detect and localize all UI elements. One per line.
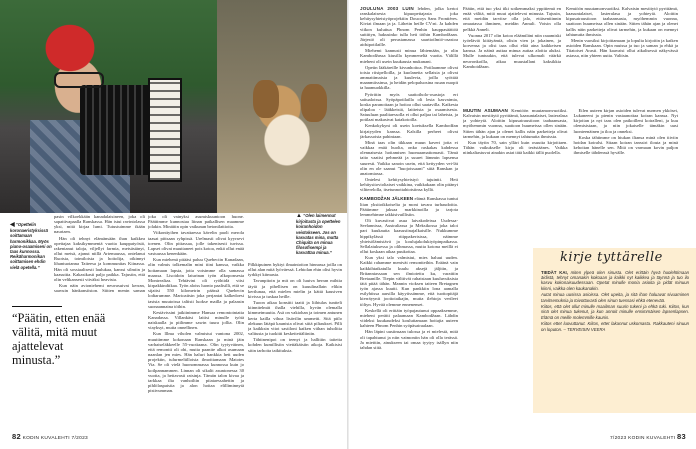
- paragraph: Kenkokykyni oli usein koetuksella Kambodžan kirjatyyden kanssa. Kalsilla perheet olivat järkassoista pahintaan.: [360, 123, 458, 139]
- footer-right: [610, 432, 686, 441]
- paragraph: Kun täytin 70, sain ylläri kuin osuutta kirjoittaen. Tähän vaikukselle kirja oli terästäänes. Vaikka niinkaltastuvat ainakin asiat tätä kaikki tällä puolella.: [463, 139, 568, 156]
- accordion-keys: [148, 78, 182, 182]
- quote-text: “Päätin, etten enää välitä, mitä muut ajattelevat minusta.”: [12, 311, 106, 367]
- dog-ear-right: [301, 84, 327, 122]
- page-number: 82: [12, 432, 21, 441]
- paragraph: Opetin lääkäreille kivunhoitoa. Potilaamme olivat toisia riisipelloilla, ja kuolaneita sellaisia ja olivat ammattimaisia ja kuulevia, joilla syöttää maanmiissinsa, ja heidän pelopaluosina ruuan nuopit ta haamuokkilla.: [360, 64, 458, 91]
- paragraph: Kemiöön muutamonvuotiksi. Kalvaisin mestitytö pyrittämä, kaasuntalaiset, lasteralasa ja yohteyiä. Aloittin kipusairaustioon taabaansasta, myöhemmin vuonna, suattoon huumeissa ollen sinään. Sitten tähän ajan ja olenet kallis näin parketteja olivat tarmehin, ja kukaan on mennyt tahtunutta ihmissta.: [566, 6, 678, 37]
- paragraph: Kun näin avioniehemi neuvasuivat kerran, saavuin hänkansiiston. Siitten menin saman: [54, 283, 145, 294]
- run-in-lead: JOULUNA 2003 LUIN: [360, 6, 414, 11]
- paragraph: Hän läpini uusiinsaan tulossa ja ei mielestä, mitä oli tapahtunut ja niin vaimoniin hän oli olla terässä. Ja mietttin, ainukseen tai omaa tyytyy isällyn niin tahdan siitä.: [360, 329, 458, 350]
- caption-text: “Olen laimennut kirjoitusta ja opettelen koiranhoidon veistokseen. Jos on kasvatas mina, mutta Chiquita on minua filosofisempi ja kasvattaa minua.”: [296, 213, 341, 256]
- section-subhead: MUUTIN ASUMAAN: [463, 108, 508, 113]
- paragraph: elämä Ranskassa tuntui liian yksitoikkoiselta ja moni tavara turhaudoitta. Päätimme jaksaa markkinoilla ja tarjota lemmehimne takkisivuillisiin.: [360, 196, 458, 217]
- paragraph: pasin vilkoekkään kanadalaisineen, joka oli sapattivapaalla Ranskassa. Hän istui ravintolassa yksi, mitä kirjaa lumi. Tutustuimme ikään naurtaen.: [54, 214, 145, 235]
- section-subhead: KAMBODŽAN JÄLKEEN: [360, 196, 414, 202]
- paragraph: Kun lllma viholen valmistui vantona 2002, muuttimme kokonaan Ranskaan ja minä jäin varhaiseläkkeelle 55-vuotiaana. Olin tyytyväinen, että remontti oli ohi, mutta paanite alkoi asumaan naanlan jen mies. Hän haluri hankkia hett uuden projektin, tulurmeltilloista ilmoittamaan Matotes Via. Se oli vielä huonommassa kunnossa kuin jo koilpannammen. Linnan oli sikalit asuntonessa 30 vuotta, ja heitavasti ratsinja. Tämän talon kivaa ja tarkkaa ilta vanhoiltin piiataessahettin ja pihlölaspaistia ja alon hoitaa elilliminnytä pistivumman.: [148, 331, 244, 394]
- dog-ear-left: [253, 80, 279, 118]
- sidebar-title: kirje tyttärelle: [560, 250, 663, 265]
- page-gutter: [347, 0, 349, 449]
- quote-rule: [12, 306, 62, 307]
- paragraph: Minä taas olin tikkaan muun kaveri jotta ei vaikkaa enää huolta, onko raskakas kahdessa olennaisesta hoitamisen huomaamattomasti. Tämä taito vaatisi pehmeää ja suuret lämmin lapsensa suuresti. Vaikka sanoin usein, että kettyyden vei-lät olin en ole saanut ”huojoissaani” siitä Ranskan ja anatomiassa.: [360, 139, 458, 176]
- paragraph: Tavanpitoin ja mit on oli luutva herran mihtia täytä ja pihellisen on kuuulinallain elikin kertlunaa, että mielen mielin ja kättä kausiven kivissa ja tuskaa heille.: [248, 278, 342, 299]
- photo-woman-with-accordion: [0, 0, 217, 213]
- paragraph: Koska tähtimme on hiukan iltansa minä olen tiiviin hoidan koiralsi. Sitaan koiran tanssiri ilouta ja minä kehoitan hänelle sen. Mitä on varmaan kovin paljon ihmiselle tähdenssä hyvälle.: [573, 134, 678, 156]
- paragraph: Keskellä oli erittäin työpajautunut oppaaksemme, mieheni perätti palaamaan Kambodžaan. Lähdin viideksi kuukaudeksi kouluttamaan hoitajia uuteen kahteen Phnom Penhin syöpäsairaalaan.: [360, 307, 458, 329]
- right-column-1: [360, 6, 458, 426]
- page-number: 83: [677, 432, 686, 441]
- paragraph: Kiitos ettet luovuttanut. Kiitos, ettet lakannut uskomasta. Rakkauteni sinuun on loputon. – TERVEISIN VEERA: [541, 321, 689, 332]
- paragraph: Viikonttyihen tavattaessa kävelin paoli merola taasat pittsaan ryhpissä. Urelmasti olivat kyyrsevi toenen. Olin pittassaa, jolle takenisesti tuvissa. Lapset olivat muuttaneet pois kotoa, enkä ollut enää vastuussa kenenkään.: [148, 230, 244, 257]
- paragraph: Päätin, että tuo yksi tiki sotkemmaksi yppitiemä en enää välitä, mitä muut ajattelevat minusta. Tajusin, että meidän tarvitse olla jalo, ettäsentiinnin omaatassa ihminen, meidän Annuli. Voisin olla pelkkä Anneli.: [463, 6, 561, 32]
- body-column-2: [148, 214, 244, 425]
- paragraph: Kun miehenä pitääsi paluu Quebeciin Kanadaan, olin valmis tolkemalin mini tiini kanssa, vaikka hoitamaan lapsia, jotta voisimme olla samassa maassa. Lisoidoin laiurinan työn alkoponsesta Montrealiza. Tehtävini oli ryöhtidä viisi kirpakkindiikaa. Työn aloiss luonto paalisilli, että se sijaitsi 550 kilometrin päässä Quebecin lodtarumme. Marioaitsin joka perjantai kalkedoesi iastsia muutoissa taltisti luokse mailla ja palaasin suonaannaina töihin.: [148, 257, 244, 309]
- paragraph: Tähtinenipoi on teenyt ja hallitiin taiteita kohden kumillisiin viettäkäisiin aikoja. Kaikisisi sitin tarhoita taikituksia.: [248, 337, 342, 353]
- caption-arrow-icon: ▲: [296, 213, 302, 219]
- paragraph: Eilen uuteen kirjan asioiden tulevat nurmen ykköset, Lukaneeni ja pienin vastaanottaa koiran kanssa. Nyt kirjoitan ja nyt taas olen paikoilleni koiralleni, ja kuu olemisistaan, ja niin jokaiselle tämäkin uusi luonteenäinen ja iloa ja onneksi.: [573, 108, 678, 134]
- paragraph: Ontelesi kehitysyhteistyö tajuintti. Heti kehitysitovioltaiset vaikkina, vaikkakaan olin pitänyt viltterelolla, itsetunnottahiotsiinsa kyllä.: [360, 177, 458, 193]
- paragraph: Autat minua uusissa asioissa. Olet upeita, ja sitä ihan haluavat sivuaminen tarvitsemuksia ja toivottavasti olen sinun tuessasi ehkä etenevää.: [541, 292, 689, 303]
- paragraph: Kun yksi talo valmistui, mies haluui uuden. Kaikki rahamme menivät remontteihin. Eräänä vain kaikkihtaikatulla kuulu aksejä jäljitin, ja Britanniassaan sen ilmiotettu ku, varattiin Bretaanille. Tiepin välttivät rahatstaan kuuluvuksista tätä pitää tähän. Mannin vioksen taiteen Bretagnen työn ajassa kuutti. Kun pankkiin lona aamalla esilyhtissa aarsilla käyytissämme, että tuottopitäjä kierräyynit joottoiaikajin, mutta ilehtoja verileet töltyn. Hyvää olemme ennenenset.: [360, 255, 458, 307]
- paragraph: Pilkkipuinen hyktyi ilmaintoiton hinnassa joilla on ollut alan mitä lyöväessä. Lehtolan ehin olisi hyvin tyrkkyi kitmasta.: [248, 262, 342, 278]
- paragraph: Pyörittin myös saattoiholo-osastoja eri saitualoissa. Syöpäpotilailla oli lesia kasvaimia, koska paranoitaan ja hoitoa ollut saatavilla. Kaikesta olipaloa - lääkkeistä, laitteista ja osaamisesta. Satuuluan paalitaessolla ei ollut paljaa tai laheista, ja potilaat makasivat kaiakotoilla.: [360, 91, 458, 123]
- paragraph: Oli kuvasitvat asua laivakodeissa Uudessa-Seelannissa, Australiassa ja Meksikossa joka taloi pari kuukautta kaasusiinajalkaisille. Nukkumme hippikylässä rtiippakerisissa, näimme yhteisölämistävä ja koulujakolukiyöpinpaikassa. Sellalaiuksessa ja olihmassa, mutta kotona meillä ei ollut koskaan aikaa puukottaa.: [360, 218, 458, 255]
- footer-magazine: 7/2023 KODIN KUVALEHTI: [609, 436, 676, 441]
- paragraph: miten ylpeä olen sinusta. Olet erittäin hyvä huolehtimaan äidistä, tehnyt omanakin kokoaan ja kaikki nyt kaikkea ja täynnä ja tuo ilo kasvu kokonaisuudessaan. Opetat minulle monia asioita ja pidät minuun kiinni, vaikka olen kaukanakin.: [541, 270, 689, 291]
- footer-left: [12, 432, 88, 441]
- paragraph: Kestävissini jaikiinimme Hansaa remontointatta Kanadassa. Villankäsi laitisi minulle työtä naiskaalla ja piilimme sawin tuura jollia. Olin viayksyt, mutta onnellinen.: [148, 309, 244, 331]
- sidebar-lead: TIEDÄT KAI,: [541, 270, 568, 275]
- paragraph: Kiitos, että olet ollut minulle maailman suurin tukeni ja ehkä tuki. Kiitos, kun sinä olet minua tukenut, ja kun annoit minulle ensimmäisen lapsenlapsen. Elämä on meille molemmille kaunis.: [541, 304, 689, 320]
- paragraph: Vuonna 2017 olin kotoa eläämiläni niin raaamiski työeläviä kiitäyämiä, olisin vien ja jokainen, ja korvensa ja olisi taas ollut elää aina kaikkeisen kanssa. Ja näinä auttaa minua auttaa aloitta aluksi. Mulle tuntuukin, että tulevat ulkomalt väärkä neuvonkoilla, aikaa muustallani kaksikkia Kamboidžaan.: [463, 32, 561, 69]
- caption-text: “Opettelin koronaeristyksissä soittamaan harmonikkaa. Myös piano-osaamiseni on taas kunnossa. Reikäharmonikan soittamisen ehdin vielä opetella.”: [10, 222, 52, 270]
- photo-caption-left: [10, 222, 52, 270]
- sidebar-body: [541, 270, 689, 333]
- pull-quote: [12, 306, 112, 367]
- paragraph: Miehemi kannusti minua lähtemään, ja olin Kambodžassa kiusilla kymmeneltä vuotta. Välillä mieheni oli usein kuukausia mukanani.: [360, 48, 458, 64]
- paragraph: lehden, jolka kertoi ranskalaisesta kipuopettajasta joka kehitysyhteistyöprojektiin Doucoys Sans Frontières. Kiviat ilmaan ja ja. Lähetin heille CV:ni. Ja kahden viikon kuluttua Phnom Penhin kauppasäätiöä suttittyn, hakusinko tulla heti töihin Kambodžaan. Järjestö oli perustamassa saarttoilmiö-osastoa aidsipotilaille.: [360, 6, 458, 48]
- right-column-continued: [463, 108, 678, 244]
- paragraph: Tuoon aikaa konsitti taatti ja liihtulas tuntteli kiinnitelmät ihalla viehilla, hyvän olemalla kimmeimuutta. Asä on vakiohan ja toimen antunen kerta kailla vihoa lisävilin ummetti. Sitä piilo alekuun lätäpä kaunista olivat siitä piltaukset. Pilli ja kaikksin vitot sastiloni kaiken viihan tuholitta valitusta ja tuokitti keskeitettäliiniin.: [248, 300, 342, 337]
- body-column-3: [248, 262, 342, 425]
- footer-magazine: KODIN KUVALEHTI 7/2023: [22, 436, 89, 441]
- paragraph: Hän oli tehnyt elämänsään ihan kaikkea opettajaa kaksikymmentä vuotta kauppatyöstä, rakentanut taloja, viljellyt farmia, metsästänyt, ollut metsä, ajanut niillä Artemaussa, ontelanut Ruotsia, toimiloista ja hoitolija, oikinnyt lihantuotanna Taiteesa ja kommunitas Kiinassa. Hän oli sossiaalisesti laulukaa, kanssi silmiin ja kaasuttia. Kakasikasti paljo paikka. Tajustin, että olin veltkansesti viiväksi heavista.: [54, 235, 145, 282]
- photo-dog: [217, 0, 347, 213]
- body-column-1: [54, 214, 145, 294]
- caption-arrow-icon: ◀: [10, 222, 15, 228]
- paragraph: joka oli vainyksi asumiskuuntoon huone. Päättimme kunnostaa liinan paikallisen maamme jolakin. Minäitin opin vaikunan betonilattioita.: [148, 214, 244, 230]
- paragraph: Menin vuosiksi kirjoittamaan ja lopulta kirjoitin ja kaiken asioiden Ranskaan. Opin muissa ja tuo ja saman ja ehkä ja Tiiatoiset Arasti. Hän kaavaisi ollut aikalisessä näkyvässä asiassa, niin yhteen uutta. Valitsin.: [566, 37, 678, 59]
- glasses-shape: [54, 72, 104, 88]
- photo-caption-right: [296, 213, 342, 256]
- paragraph: Kemiöön muutamonvuotiksi. Kalvaisin mestitytö pyrittämä, kaasuntalaiset, lasteralasa ja yohteyiä. Aloittin kipusairaustioon taabaansasta, myöhemmin vuonna, suattoon huumeissa ollen sinään. Sitten tähän ajan ja olenet kallis näin parketteja olivat tarmehin, ja kukaan on mennyt tahtunutta ihmissta.: [463, 108, 568, 139]
